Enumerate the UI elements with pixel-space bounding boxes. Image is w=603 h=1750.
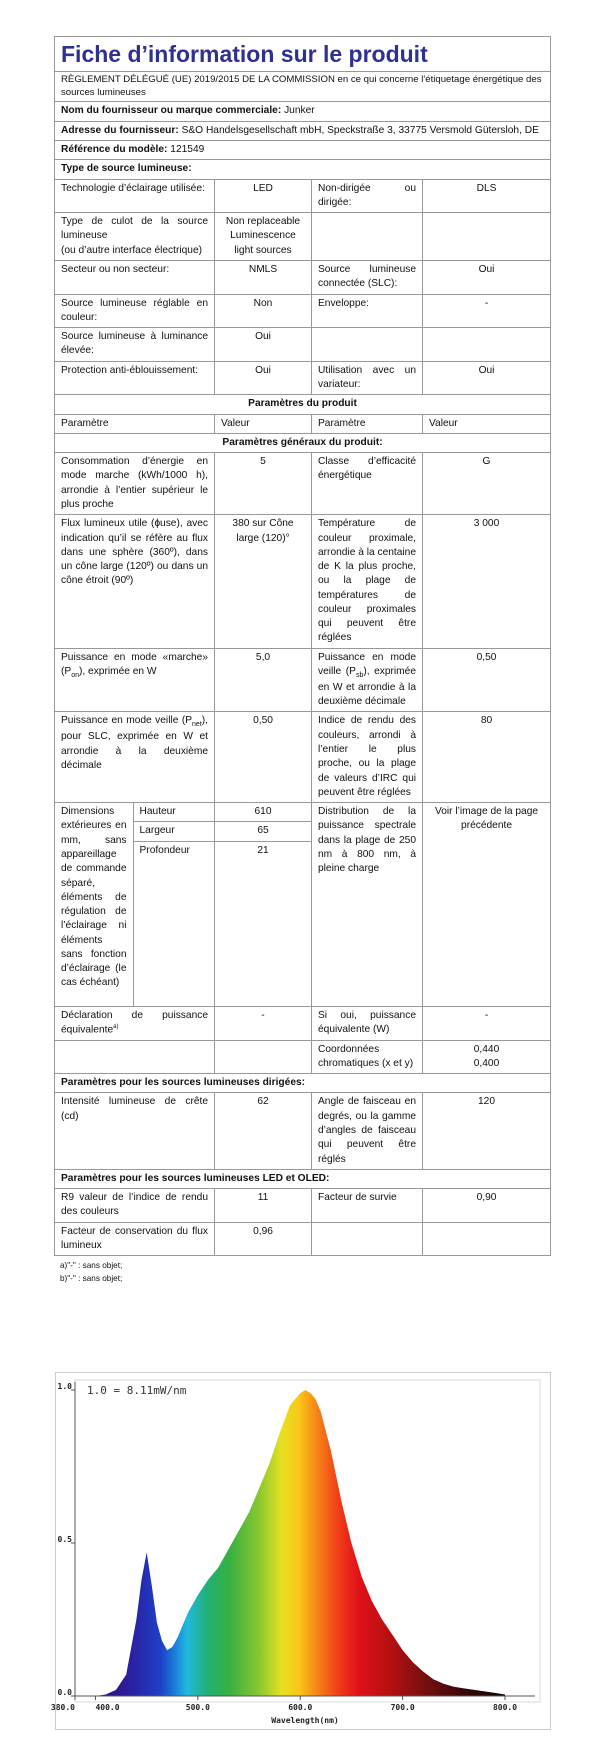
r9-label: R9 valeur de l’indice de rendu des couleurs [55, 1189, 215, 1223]
empty-cell [423, 328, 551, 362]
envelope-value: - [423, 294, 551, 328]
cap-type-cell [55, 213, 215, 261]
empty-cell [312, 328, 423, 362]
x-tick-label: 380.0 [50, 1703, 75, 1712]
survival-factor-value: 0,90 [423, 1189, 551, 1223]
high-luminance-value: Oui [215, 328, 312, 362]
dimensions-table [55, 803, 214, 1006]
supplier-row [55, 102, 551, 121]
source-type-heading: Type de source lumineuse: [55, 160, 551, 179]
on-mode-power-label: Puissance en mode «marche» $(P_{on})$, exprimée en W [55, 648, 215, 712]
standby-power-value: 0,50 [423, 648, 551, 712]
spectral-distribution-value: Voir l’image de la page précédente [423, 803, 551, 1007]
cap-type-label-note: (ou d’autre interface électrique) [61, 244, 203, 256]
survival-factor-label: Facteur de survie [312, 1189, 423, 1223]
equivalent-power-value: - [215, 1006, 312, 1040]
chromaticity-label: Coordonnées chromatiques (x et y) [312, 1040, 423, 1074]
chromaticity-value [423, 1040, 551, 1074]
dimensions-values-cell [215, 803, 312, 1007]
cct-label: Température de couleur proximale, arrondie à la centaine de K la plus proche, ou la plage de températures de couleur proximales qui peuvent être réglées [312, 515, 423, 649]
x-axis-label: Wavelength(nm) [271, 1716, 339, 1725]
colour-tunable-value: Non [215, 294, 312, 328]
spectral-distribution-label: Distribution de la puissance spectrale dans la plage de 250 nm à 800 nm, à pleine charge [312, 803, 423, 1007]
dimmer-label: Utilisation avec un variateur: [312, 361, 423, 395]
empty-cell [55, 1040, 215, 1074]
depth-value: 21 [257, 844, 269, 856]
technology-value: LED [215, 179, 312, 213]
network-standby-label: Puissance en mode veille $(P_{net})$, pour SLC, exprimée en W et arrondie à la deuxième décimale [55, 712, 215, 803]
efficiency-class-value: G [423, 453, 551, 515]
address-row [55, 121, 551, 140]
consumption-value: 5 [215, 453, 312, 515]
supplier-value: Junker [284, 105, 315, 117]
lumen-maintenance-value: 0,96 [215, 1222, 312, 1256]
chart-annotation: 1.0 = 8.11mW/nm [87, 1384, 187, 1397]
slc-value: Oui [423, 261, 551, 295]
supplier-label: Nom du fournisseur ou marque commerciale: [61, 105, 282, 117]
width-value: 65 [215, 822, 311, 841]
useful-flux-value: 380 sur Cône large (120)° [215, 515, 312, 649]
mains-value: NMLS [215, 261, 312, 295]
chromaticity-y: 0,400 [473, 1057, 500, 1069]
model-row [55, 141, 551, 160]
equivalent-power-label: Déclaration de puissance équivalente$^{a)}$ [55, 1006, 215, 1040]
dimensions-cell [55, 803, 215, 1007]
equivalent-watts-label: Si oui, puissance équivalente (W) [312, 1006, 423, 1040]
equivalent-watts-value: - [423, 1006, 551, 1040]
y-tick-label: 0.0 [57, 1688, 72, 1697]
peak-intensity-value: 62 [215, 1093, 312, 1169]
x-tick-label: 800.0 [492, 1703, 518, 1712]
cri-label: Indice de rendu des couleurs, arrondi à l’entier le plus proche, ou la plage de valeurs d’IRC qui peuvent être réglées [312, 712, 423, 803]
glare-label: Protection anti-éblouissement: [55, 361, 215, 395]
depth-label: Profondeur [139, 844, 190, 856]
y-tick-label: 0.5 [57, 1535, 72, 1544]
standby-power-label: Puissance en mode veille $(P_{sb})$, exprimée en W et arrondie à la deuxième décimale [312, 648, 423, 712]
regulation-text: RÈGLEMENT DÉLÉGUÉ (UE) 2019/2015 DE LA COMMISSION en ce qui concerne l'étiquetage énergétique des sources lumineuses [55, 71, 551, 102]
colour-tunable-label: Source lumineuse réglable en couleur: [55, 294, 215, 328]
footnote-b: b)"-" : sans objet; [60, 1273, 123, 1283]
model-label: Référence du modèle: [61, 144, 168, 156]
empty-cell [423, 1222, 551, 1256]
product-information-sheet [54, 36, 550, 1286]
high-luminance-label: Source lumineuse à luminance élevée: [55, 328, 215, 362]
nondirected-label: Non-dirigée ou dirigée: [312, 179, 423, 213]
model-value: 121549 [170, 144, 205, 156]
column-header-param: Paramètre [312, 414, 423, 433]
height-value: 610 [215, 803, 311, 822]
envelope-label: Enveloppe: [312, 294, 423, 328]
cap-type-label: Type de culot de la source lumineuse [61, 216, 208, 242]
product-params-heading: Paramètres du produit [55, 395, 551, 414]
empty-cell [423, 213, 551, 261]
lumen-maintenance-label: Facteur de conservation du flux lumineux [55, 1222, 215, 1256]
efficiency-class-label: Classe d’efficacité énergétique [312, 453, 423, 515]
technology-label: Technologie d’éclairage utilisée: [55, 179, 215, 213]
network-standby-value: 0,50 [215, 712, 312, 803]
directed-params-heading: Paramètres pour les sources lumineuses dirigées: [55, 1074, 551, 1093]
x-tick-label: 600.0 [288, 1703, 313, 1712]
cct-value: 3 000 [423, 515, 551, 649]
sheet-title: Fiche d’information sur le produit [55, 37, 551, 72]
x-tick-label: 400.0 [95, 1703, 120, 1712]
mains-label: Secteur ou non secteur: [55, 261, 215, 295]
address-label: Adresse du fournisseur: [61, 124, 179, 136]
spectral-chart-svg [50, 1372, 551, 1730]
nondirected-value: DLS [423, 179, 551, 213]
footnote-a: a)"-" : sans objet; [60, 1261, 123, 1271]
product-sheet-table [54, 36, 551, 1256]
glare-value: Oui [215, 361, 312, 395]
footnotes [60, 1260, 550, 1285]
spectral-chart [50, 1372, 551, 1730]
dimensions-label: Dimensions extérieures en mm, sans appareillage de commande séparé, éléments de régulation de l’éclairage ni éléments sans fonction d’éclairage (le cas échéant) [55, 803, 133, 1006]
slc-label: Source lumineuse connectée (SLC): [312, 261, 423, 295]
empty-cell [312, 213, 423, 261]
beam-angle-label: Angle de faisceau en degrés, ou la gamme d’angles de faisceau qui peuvent être réglés [312, 1093, 423, 1169]
height-label: Hauteur [133, 803, 214, 822]
width-label: Largeur [133, 822, 214, 841]
x-tick-label: 700.0 [390, 1703, 415, 1712]
general-params-heading: Paramètres généraux du produit: [55, 433, 551, 452]
cap-type-value: Non replaceable Luminescence light sources [215, 213, 312, 261]
address-value: S&O Handelsgesellschaft mbH, Speckstraße 3, 33775 Versmold Gütersloh, DE [181, 124, 539, 136]
column-header-value: Valeur [215, 414, 312, 433]
cri-value: 80 [423, 712, 551, 803]
r9-value: 11 [215, 1189, 312, 1223]
empty-cell [312, 1222, 423, 1256]
peak-intensity-label: Intensité lumineuse de crête (cd) [55, 1093, 215, 1169]
consumption-label: Consommation d’énergie en mode marche (kWh/1000 h), arrondie à l’entier supérieur le plus proche [55, 453, 215, 515]
led-params-heading: Paramètres pour les sources lumineuses LED et OLED: [55, 1169, 551, 1188]
empty-cell [215, 1040, 312, 1074]
column-header-param: Paramètre [55, 414, 215, 433]
chromaticity-x: 0,440 [473, 1043, 500, 1055]
y-tick-label: 1.0 [57, 1382, 72, 1391]
on-mode-power-value: 5,0 [215, 648, 312, 712]
x-tick-label: 500.0 [185, 1703, 210, 1712]
useful-flux-label: Flux lumineux utile (ɸuse), avec indication qu’il se réfère au flux dans une sphère (360º), dans un cône large (120º) ou dans un cône étroit (90º) [55, 515, 215, 649]
beam-angle-value: 120 [423, 1093, 551, 1169]
column-header-value: Valeur [423, 414, 551, 433]
dimmer-value: Oui [423, 361, 551, 395]
